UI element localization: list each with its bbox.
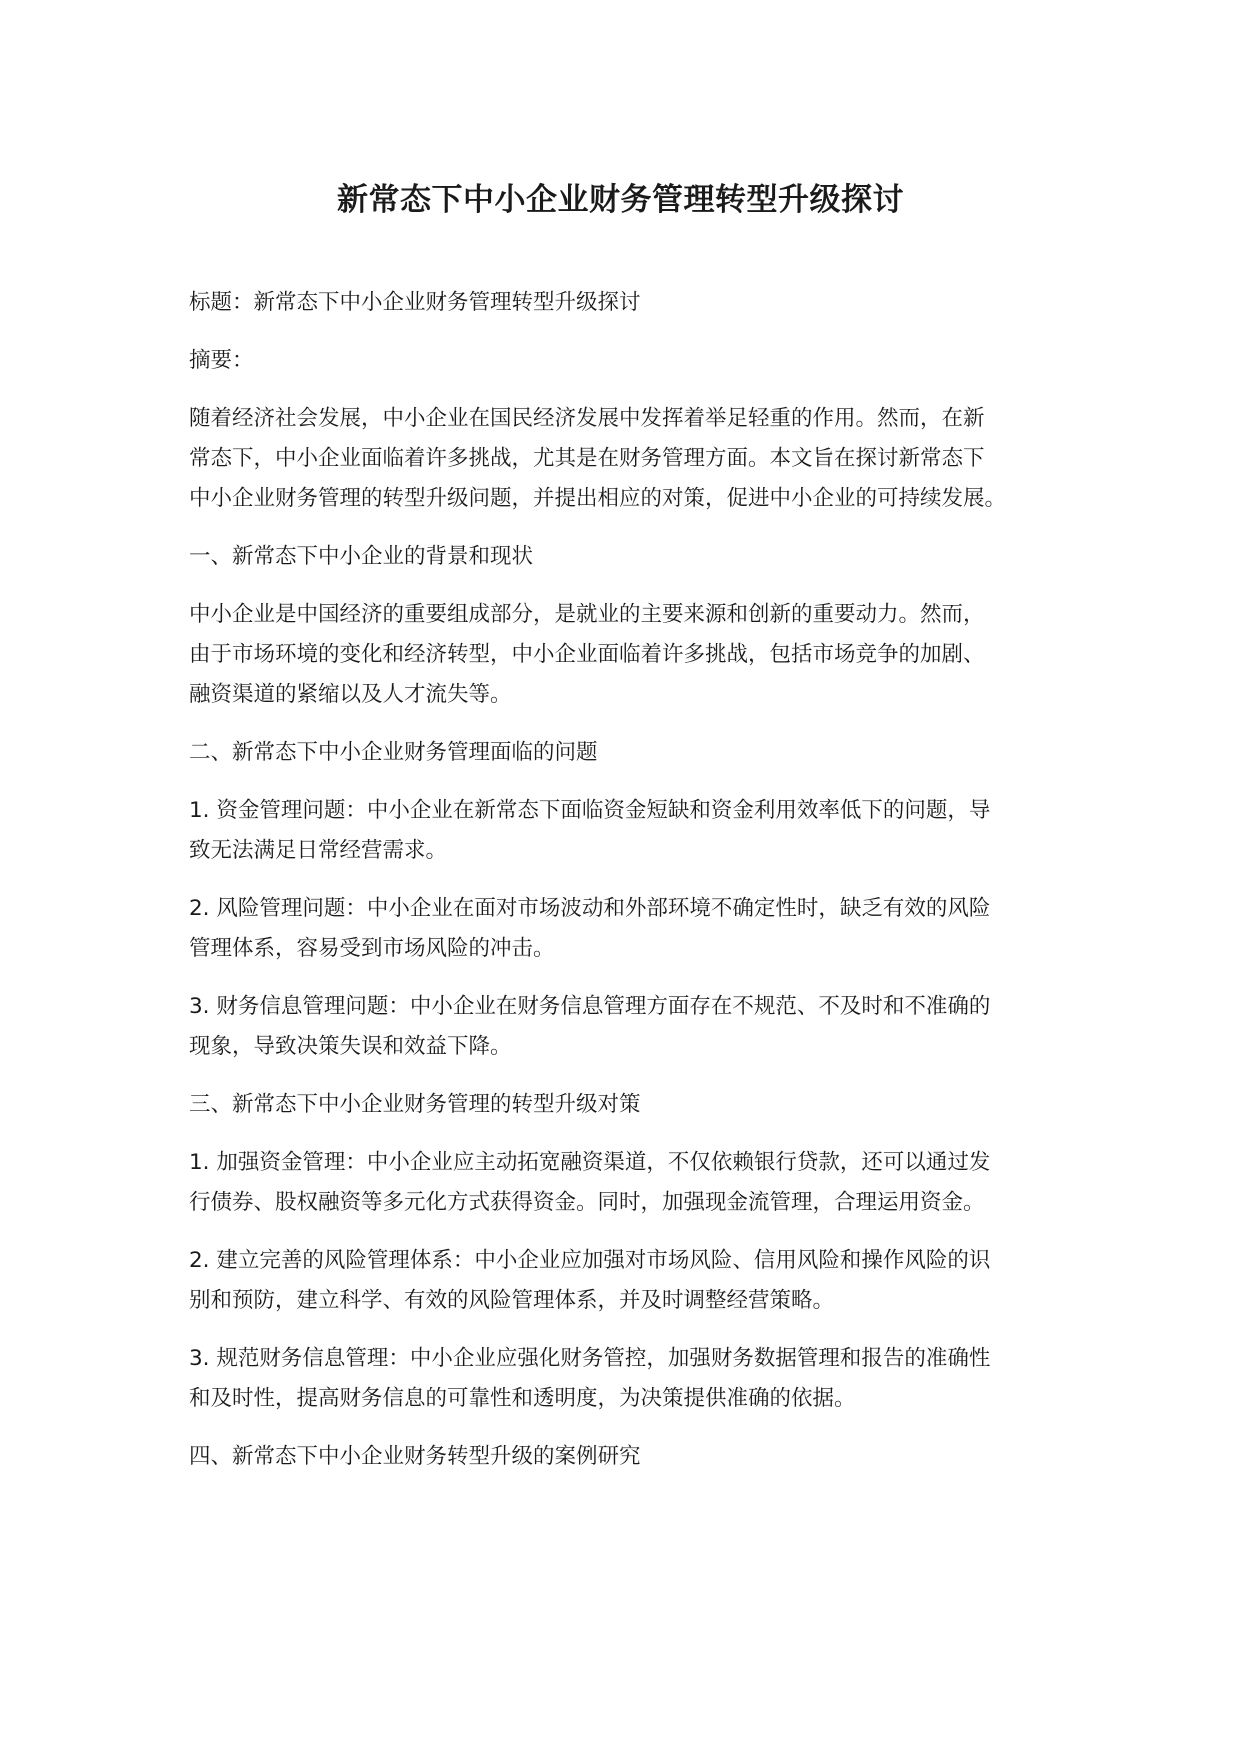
document-body — [189, 283, 1189, 1495]
paragraph — [189, 1437, 1189, 1477]
paragraph — [189, 791, 1189, 871]
paragraph — [189, 733, 1189, 773]
paragraph-line: 四、新常态下中小企业财务转型升级的案例研究 — [189, 1444, 641, 1469]
paragraph-line: 融资渠道的紧缩以及人才流失等。 — [189, 682, 512, 707]
paragraph — [189, 889, 1189, 969]
paragraph — [189, 1241, 1189, 1321]
paragraph — [189, 1143, 1189, 1223]
paragraph-line: 由于市场环境的变化和经济转型，中小企业面临着许多挑战，包括市场竞争的加剧、 — [189, 642, 985, 667]
paragraph — [189, 341, 1189, 381]
paragraph — [189, 537, 1189, 577]
paragraph-line: 一、新常态下中小企业的背景和现状 — [189, 544, 534, 569]
paragraph-line: 三、新常态下中小企业财务管理的转型升级对策 — [189, 1092, 641, 1117]
paragraph-line: 中小企业是中国经济的重要组成部分，是就业的主要来源和创新的重要动力。然而， — [189, 602, 985, 627]
paragraph — [189, 595, 1189, 715]
paragraph-line: 致无法满足日常经营需求。 — [189, 838, 448, 863]
paragraph — [189, 987, 1189, 1067]
paragraph-line: 常态下，中小企业面临着许多挑战，尤其是在财务管理方面。本文旨在探讨新常态下 — [189, 446, 985, 471]
paragraph — [189, 1085, 1189, 1125]
paragraph-line: 二、新常态下中小企业财务管理面临的问题 — [189, 740, 598, 765]
paragraph — [189, 399, 1189, 519]
paragraph-line: 1. 资金管理问题：中小企业在新常态下面临资金短缺和资金利用效率低下的问题，导 — [189, 798, 991, 823]
paragraph-line: 现象，导致决策失误和效益下降。 — [189, 1034, 512, 1059]
paragraph — [189, 283, 1189, 323]
paragraph-line: 3. 财务信息管理问题：中小企业在财务信息管理方面存在不规范、不及时和不准确的 — [189, 994, 991, 1019]
paragraph-line: 管理体系，容易受到市场风险的冲击。 — [189, 936, 555, 961]
document-title: 新常态下中小企业财务管理转型升级探讨 — [337, 182, 904, 218]
paragraph-line: 和及时性，提高财务信息的可靠性和透明度，为决策提供准确的依据。 — [189, 1386, 856, 1411]
paragraph-line: 2. 风险管理问题：中小企业在面对市场波动和外部环境不确定性时，缺乏有效的风险 — [189, 896, 991, 921]
paragraph-line: 中小企业财务管理的转型升级问题，并提出相应的对策，促进中小企业的可持续发展。 — [189, 486, 1007, 511]
paragraph-line: 1. 加强资金管理：中小企业应主动拓宽融资渠道，不仅依赖银行贷款，还可以通过发 — [189, 1150, 991, 1175]
paragraph-line: 别和预防，建立科学、有效的风险管理体系，并及时调整经营策略。 — [189, 1288, 835, 1313]
paragraph-line: 标题：新常态下中小企业财务管理转型升级探讨 — [189, 290, 641, 315]
paragraph-line: 随着经济社会发展，中小企业在国民经济发展中发挥着举足轻重的作用。然而，在新 — [189, 406, 985, 431]
paragraph-line: 2. 建立完善的风险管理体系：中小企业应加强对市场风险、信用风险和操作风险的识 — [189, 1248, 991, 1273]
paragraph-line: 行债券、股权融资等多元化方式获得资金。同时，加强现金流管理，合理运用资金。 — [189, 1190, 985, 1215]
paragraph — [189, 1339, 1189, 1419]
paragraph-line: 摘要： — [189, 348, 254, 373]
paragraph-line: 3. 规范财务信息管理：中小企业应强化财务管控，加强财务数据管理和报告的准确性 — [189, 1346, 991, 1371]
